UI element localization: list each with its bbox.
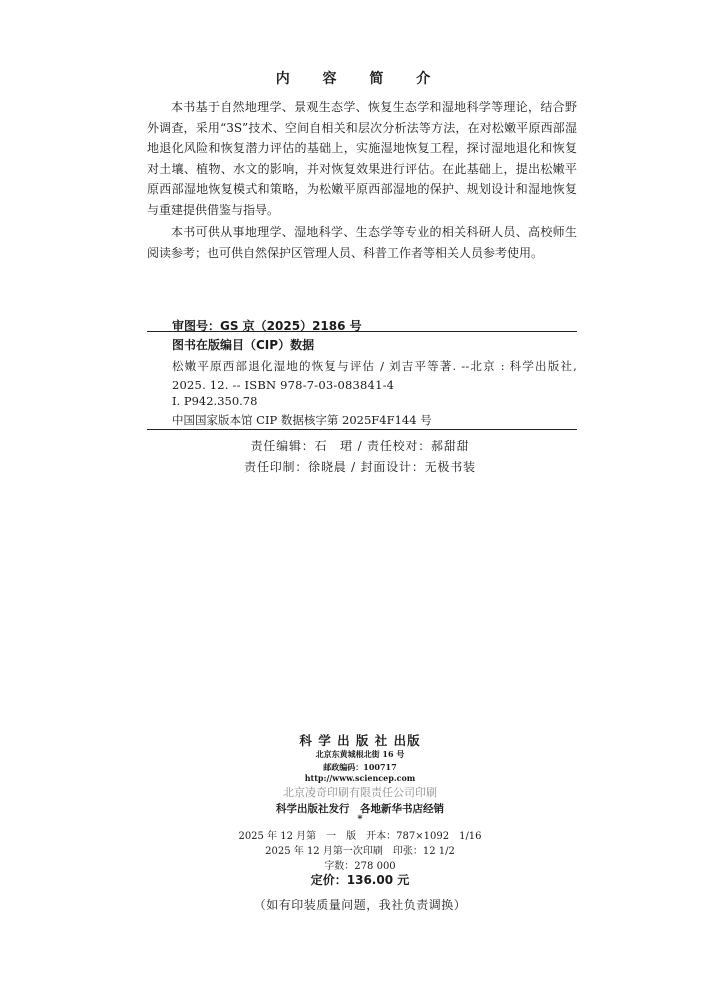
- print-line: 2025 年 12 月第一次印刷 印张：12 1/2: [265, 846, 455, 857]
- editor-credits: 责任编辑：石 珺 / 责任校对：郝甜甜: [250, 439, 470, 453]
- map-review-number: 审图号：GS 京（2025）2186 号: [172, 319, 362, 333]
- cip-number: 中国国家版本馆 CIP 数据核字第 2025F4F144 号: [172, 413, 432, 427]
- publisher-name: 科 学 出 版 社 出版: [299, 733, 421, 748]
- word-count: 字数：278 000: [324, 861, 396, 872]
- publisher-url: http://www.sciencep.com: [304, 773, 416, 783]
- printer-line: 北京凌奇印刷有限责任公司印刷: [283, 786, 437, 799]
- divider: [147, 331, 577, 332]
- price: 定价：136.00 元: [310, 873, 410, 887]
- separator-star: *: [357, 814, 363, 825]
- edition-line: 2025 年 12 月第 一 版 开本：787×1092 1/16: [238, 831, 482, 842]
- publisher-address: 北京东黄城根北街 16 号: [315, 749, 405, 759]
- divider: [147, 429, 577, 430]
- distribution-line: 科学出版社发行 各地新华书店经销: [276, 803, 444, 815]
- cip-classification: Ⅰ. P942.350.78: [172, 394, 258, 408]
- quality-note: （如有印装质量问题，我社负责调换）: [253, 898, 467, 912]
- cip-entry: 松嫩平原西部退化湿地的恢复与评估 / 刘吉平等著. --北京 : 科学出版社, 2025. 12. -- ISBN 978-7-03-083841-4: [172, 359, 577, 392]
- production-credits: 责任印制：徐晓晨 / 封面设计：无极书装: [244, 460, 476, 474]
- intro-paragraph: 本书基于自然地理学、景观生态学、恢复生态学和湿地科学等理论，结合野外调查，采用“3S”技术、空间自相关和层次分析法等方法，在对松嫩平原西部湿地退化风险和恢复潜力评估的基础上，实施湿地恢复工程，探讨湿地退化和恢复对土壤、植物、水文的影响，并对恢复效果进行评估。在此基础上，提出松嫩平原西部湿地恢复模式和策略，为松嫩平原西部湿地的保护、规划设计和湿地恢复与重建提供借鉴与指导。: [147, 100, 577, 217]
- cip-heading: 图书在版编目（CIP）数据: [172, 338, 315, 352]
- intro-title: 内 容 简 介: [275, 71, 445, 87]
- intro-paragraph: 本书可供从事地理学、湿地科学、生态学等专业的相关科研人员、高校师生阅读参考；也可供自然保护区管理人员、科普工作者等相关人员参考使用。: [147, 225, 577, 260]
- publisher-postcode: 邮政编码：100717: [323, 762, 397, 772]
